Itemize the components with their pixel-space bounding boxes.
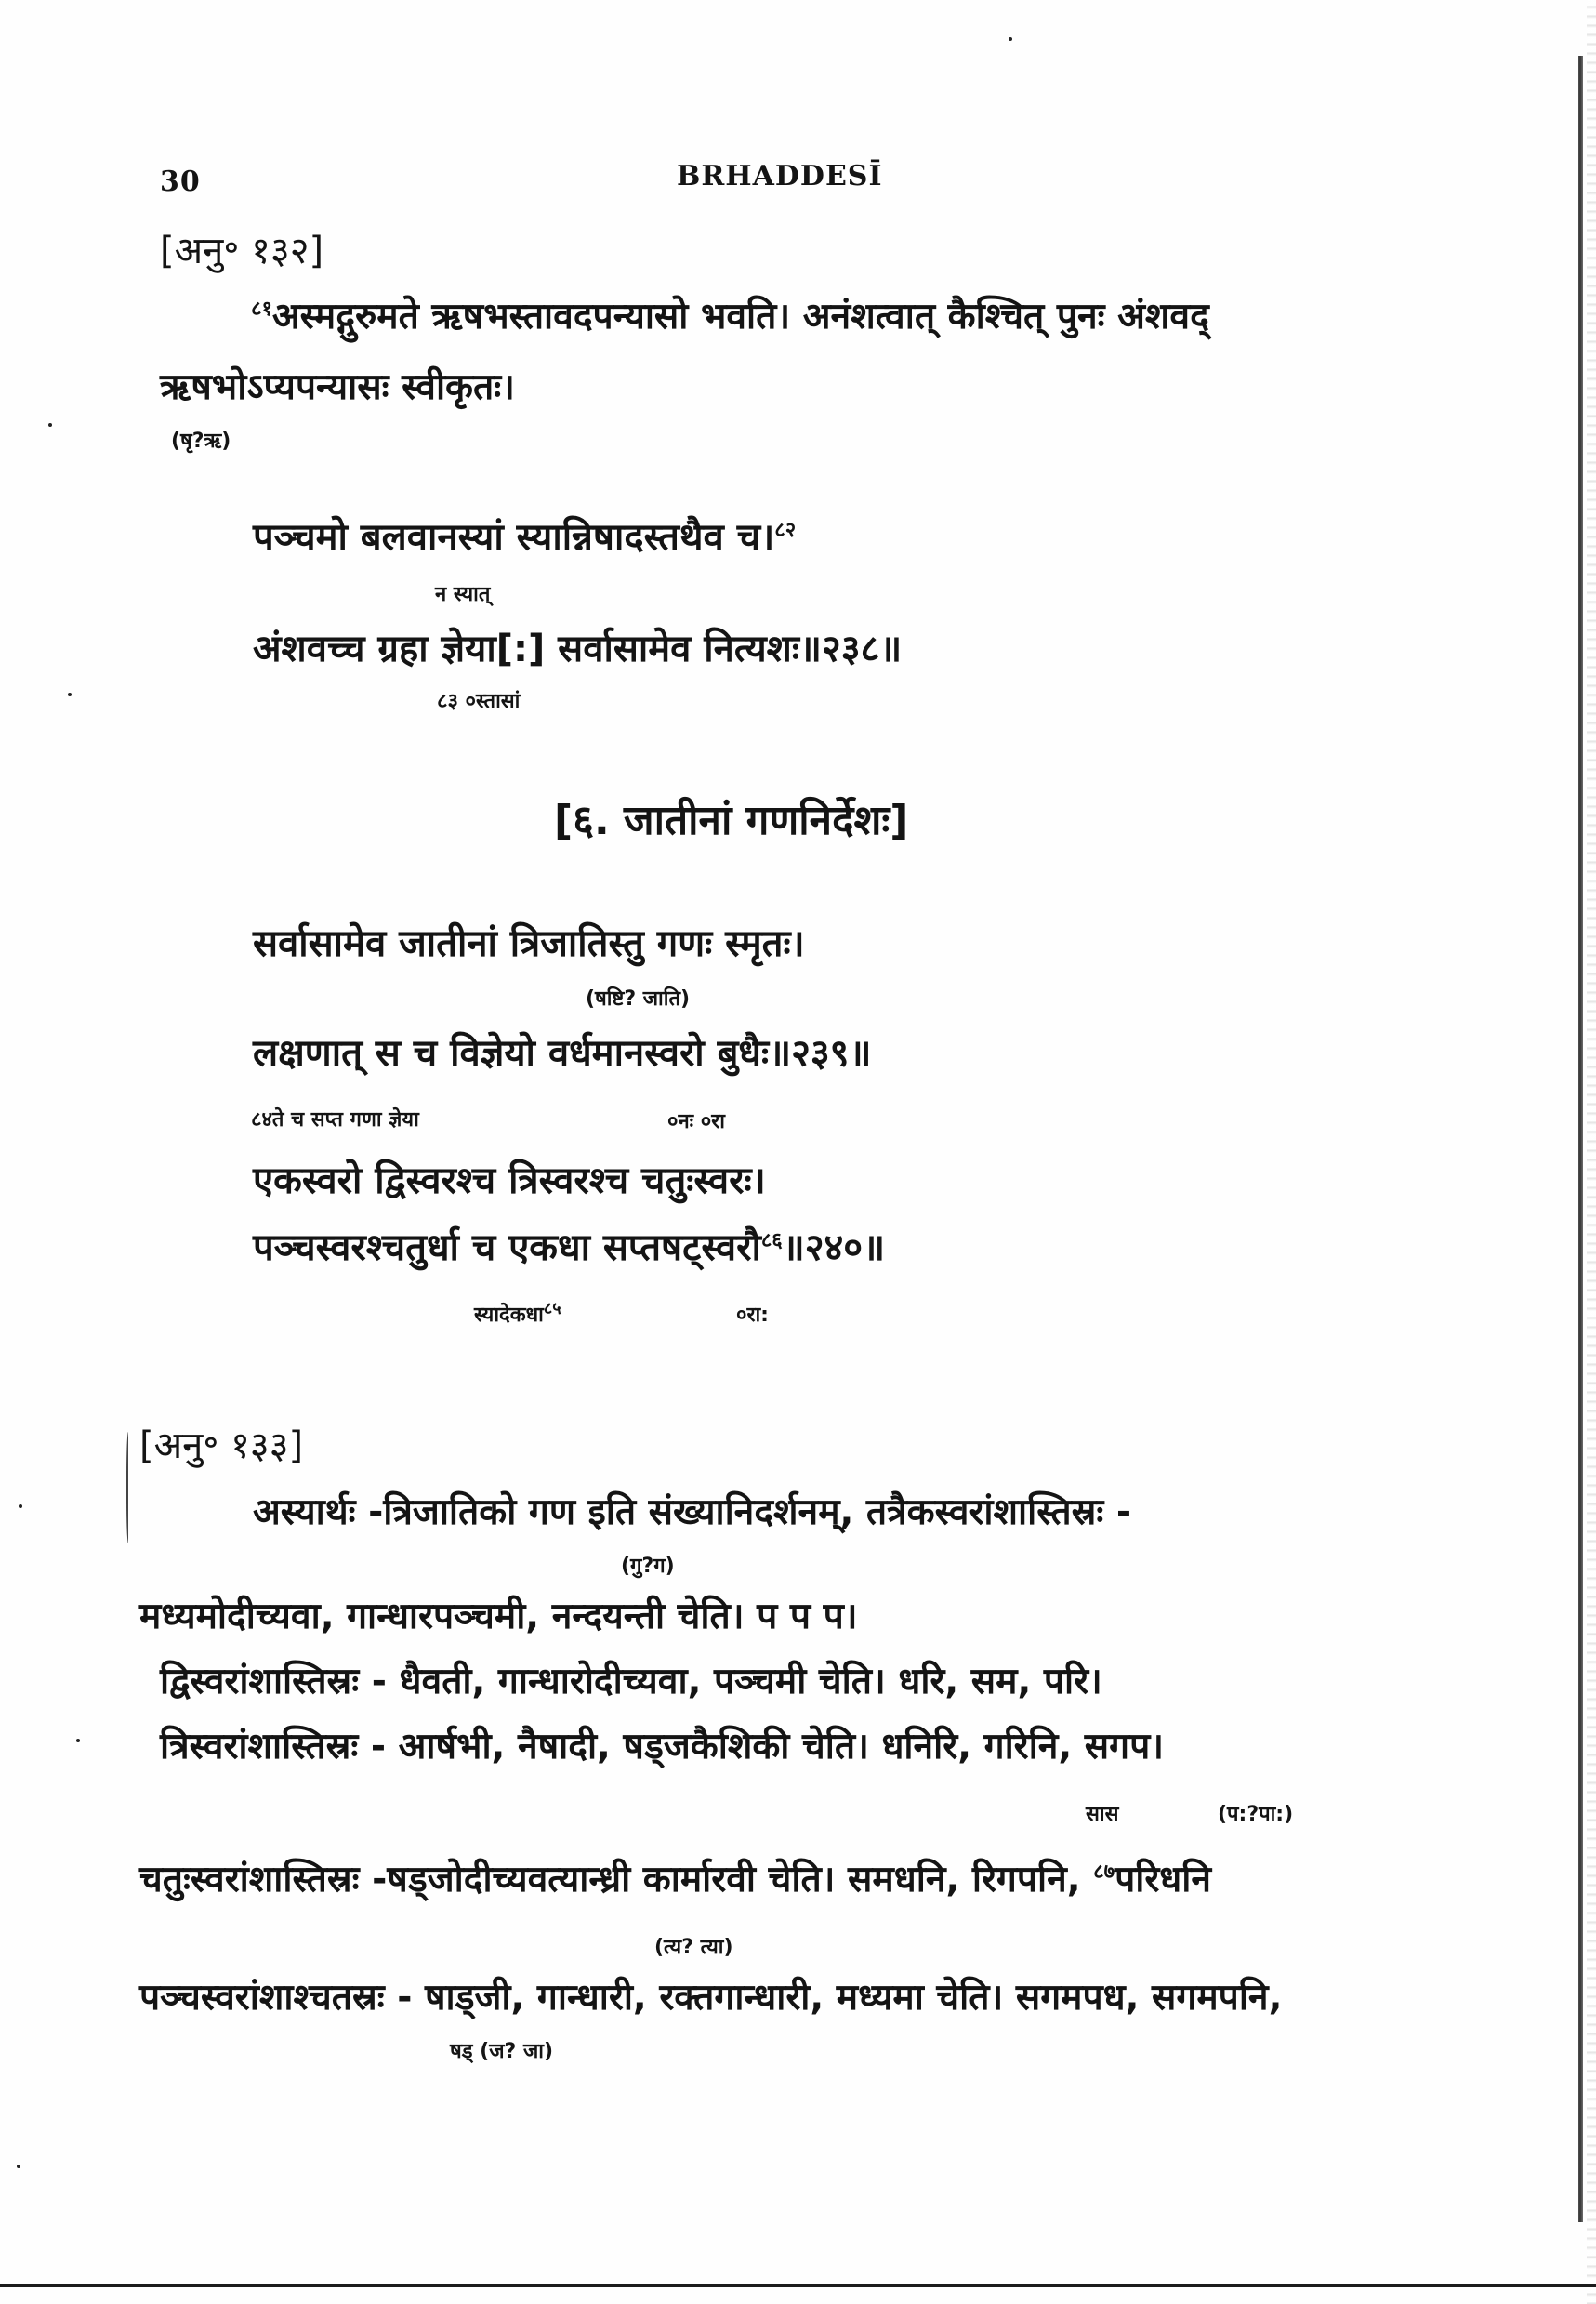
verse-line: सर्वासामेव जातीनां त्रिजातिस्तु गणः स्मृतः। <box>253 922 805 965</box>
bracket-mark <box>126 1432 131 1543</box>
footnote-marker: ८१ <box>251 298 272 321</box>
paragraph-text: परिधनि <box>1115 1859 1211 1900</box>
scan-speck <box>1009 37 1012 41</box>
verse-line: अंशवच्च ग्रहा ज्ञेया[:] सर्वासामेव नित्यशः॥२३८॥ <box>253 628 903 670</box>
anu-132-label: [अनु॰ १३२] <box>160 230 324 272</box>
paragraph-line: ऋषभोऽप्यपन्यासः स्वीकृतः। <box>160 366 515 408</box>
verse-text: पञ्चमो बलवानस्यां स्यान्निषादस्तथैव च। <box>253 516 775 559</box>
variant-note: (षष्टि? जाति) <box>586 987 691 1011</box>
paragraph-line <box>251 290 1209 339</box>
footnote-marker: ८२ <box>774 519 797 542</box>
variant-note: ०रा: <box>736 1304 769 1327</box>
paragraph-line: त्रिस्वरांशास्तिस्रः - आर्षभी, नैषादी, षड्जकैशिकी चेति। धनिरि, गरिनि, सगप। <box>160 1726 1165 1768</box>
verse-line: एकस्वरो द्विस्वरश्च त्रिस्वरश्च चतुःस्वरः। <box>253 1159 766 1202</box>
paragraph-line: अस्यार्थः -त्रिजातिको गण इति संख्यानिदर्शनम्, तत्रैकस्वरांशास्तिस्रः - <box>253 1491 1132 1533</box>
verse-number: ॥२४०॥ <box>782 1226 886 1269</box>
paragraph-line: पञ्चस्वरांशाश्चतस्रः - षाड्जी, गान्धारी, रक्तगान्धारी, मध्यमा चेति। सगमपध, सगमपनि, <box>139 1977 1283 2019</box>
footnote-marker: ८५ <box>543 1299 561 1318</box>
paragraph-text: अस्मद्गुरुमते ऋषभस्तावदपन्यासो भवति। अनंशत्वात् कैश्चित् पुनः अंशवद् <box>271 296 1209 338</box>
scan-speck <box>19 1504 22 1508</box>
marginal-note: (षृ?ऋ) <box>171 430 231 453</box>
variant-note: सास <box>1086 1803 1119 1826</box>
paragraph-line: द्विस्वरांशास्तिस्रः - धैवती, गान्धारोदीच्यवा, पञ्चमी चेति। धरि, सम, परि। <box>160 1661 1102 1702</box>
page-bottom-edge <box>0 2284 1596 2287</box>
footnote-marker: ८६ <box>760 1229 783 1252</box>
paragraph-line <box>139 1853 1211 1902</box>
variant-note: ८३ ०स्तासां <box>437 690 521 713</box>
verse-line <box>253 510 796 561</box>
scan-speck <box>17 2165 20 2168</box>
scan-speck <box>48 423 52 427</box>
variant-note: ०नः ०रा <box>667 1110 725 1133</box>
page-number: 30 <box>160 166 201 198</box>
binding-edge-line <box>1578 56 1583 2222</box>
variant-note: (गु?ग) <box>621 1555 675 1578</box>
paragraph-line: मध्यमोदीच्यवा, गान्धारपञ्चमी, नन्दयन्ती चेति। प प प। <box>139 1596 858 1637</box>
footnote-marker: ८७ <box>1093 1860 1115 1884</box>
binding-shadow <box>1587 0 1596 2304</box>
variant-note: (प:?पा:) <box>1218 1803 1294 1826</box>
verse-line <box>253 1220 885 1271</box>
verse-line: लक्षणात् स च विज्ञेयो वर्धमानस्वरो बुधैः॥२३९॥ <box>253 1032 872 1075</box>
scan-speck <box>76 1739 80 1742</box>
variant-note: न स्यात् <box>435 583 491 606</box>
paragraph-text: चतुःस्वरांशास्तिस्रः -षड्जोदीच्यवत्यान्ध्री कार्मारवी चेति। समधनि, रिगपनि, <box>139 1859 1081 1900</box>
variant-text: स्यादेकधा <box>474 1304 544 1327</box>
verse-text: पञ्चस्वरश्चतुर्धा च एकधा सप्तषट्स्वरौ <box>253 1226 761 1269</box>
section-title: [६. जातीनां गणनिर्देशः] <box>554 797 909 844</box>
running-head: BRHADDESĪ <box>677 160 883 192</box>
variant-note: ८४ते च सप्त गणा ज्ञेया <box>251 1108 419 1132</box>
variant-note <box>474 1297 561 1328</box>
variant-note: षड् (ज? जा) <box>450 2040 554 2063</box>
variant-note: (त्य? त्या) <box>654 1936 733 1959</box>
scan-speck <box>68 693 72 696</box>
anu-133-label: [अनु॰ १३३] <box>139 1424 304 1467</box>
